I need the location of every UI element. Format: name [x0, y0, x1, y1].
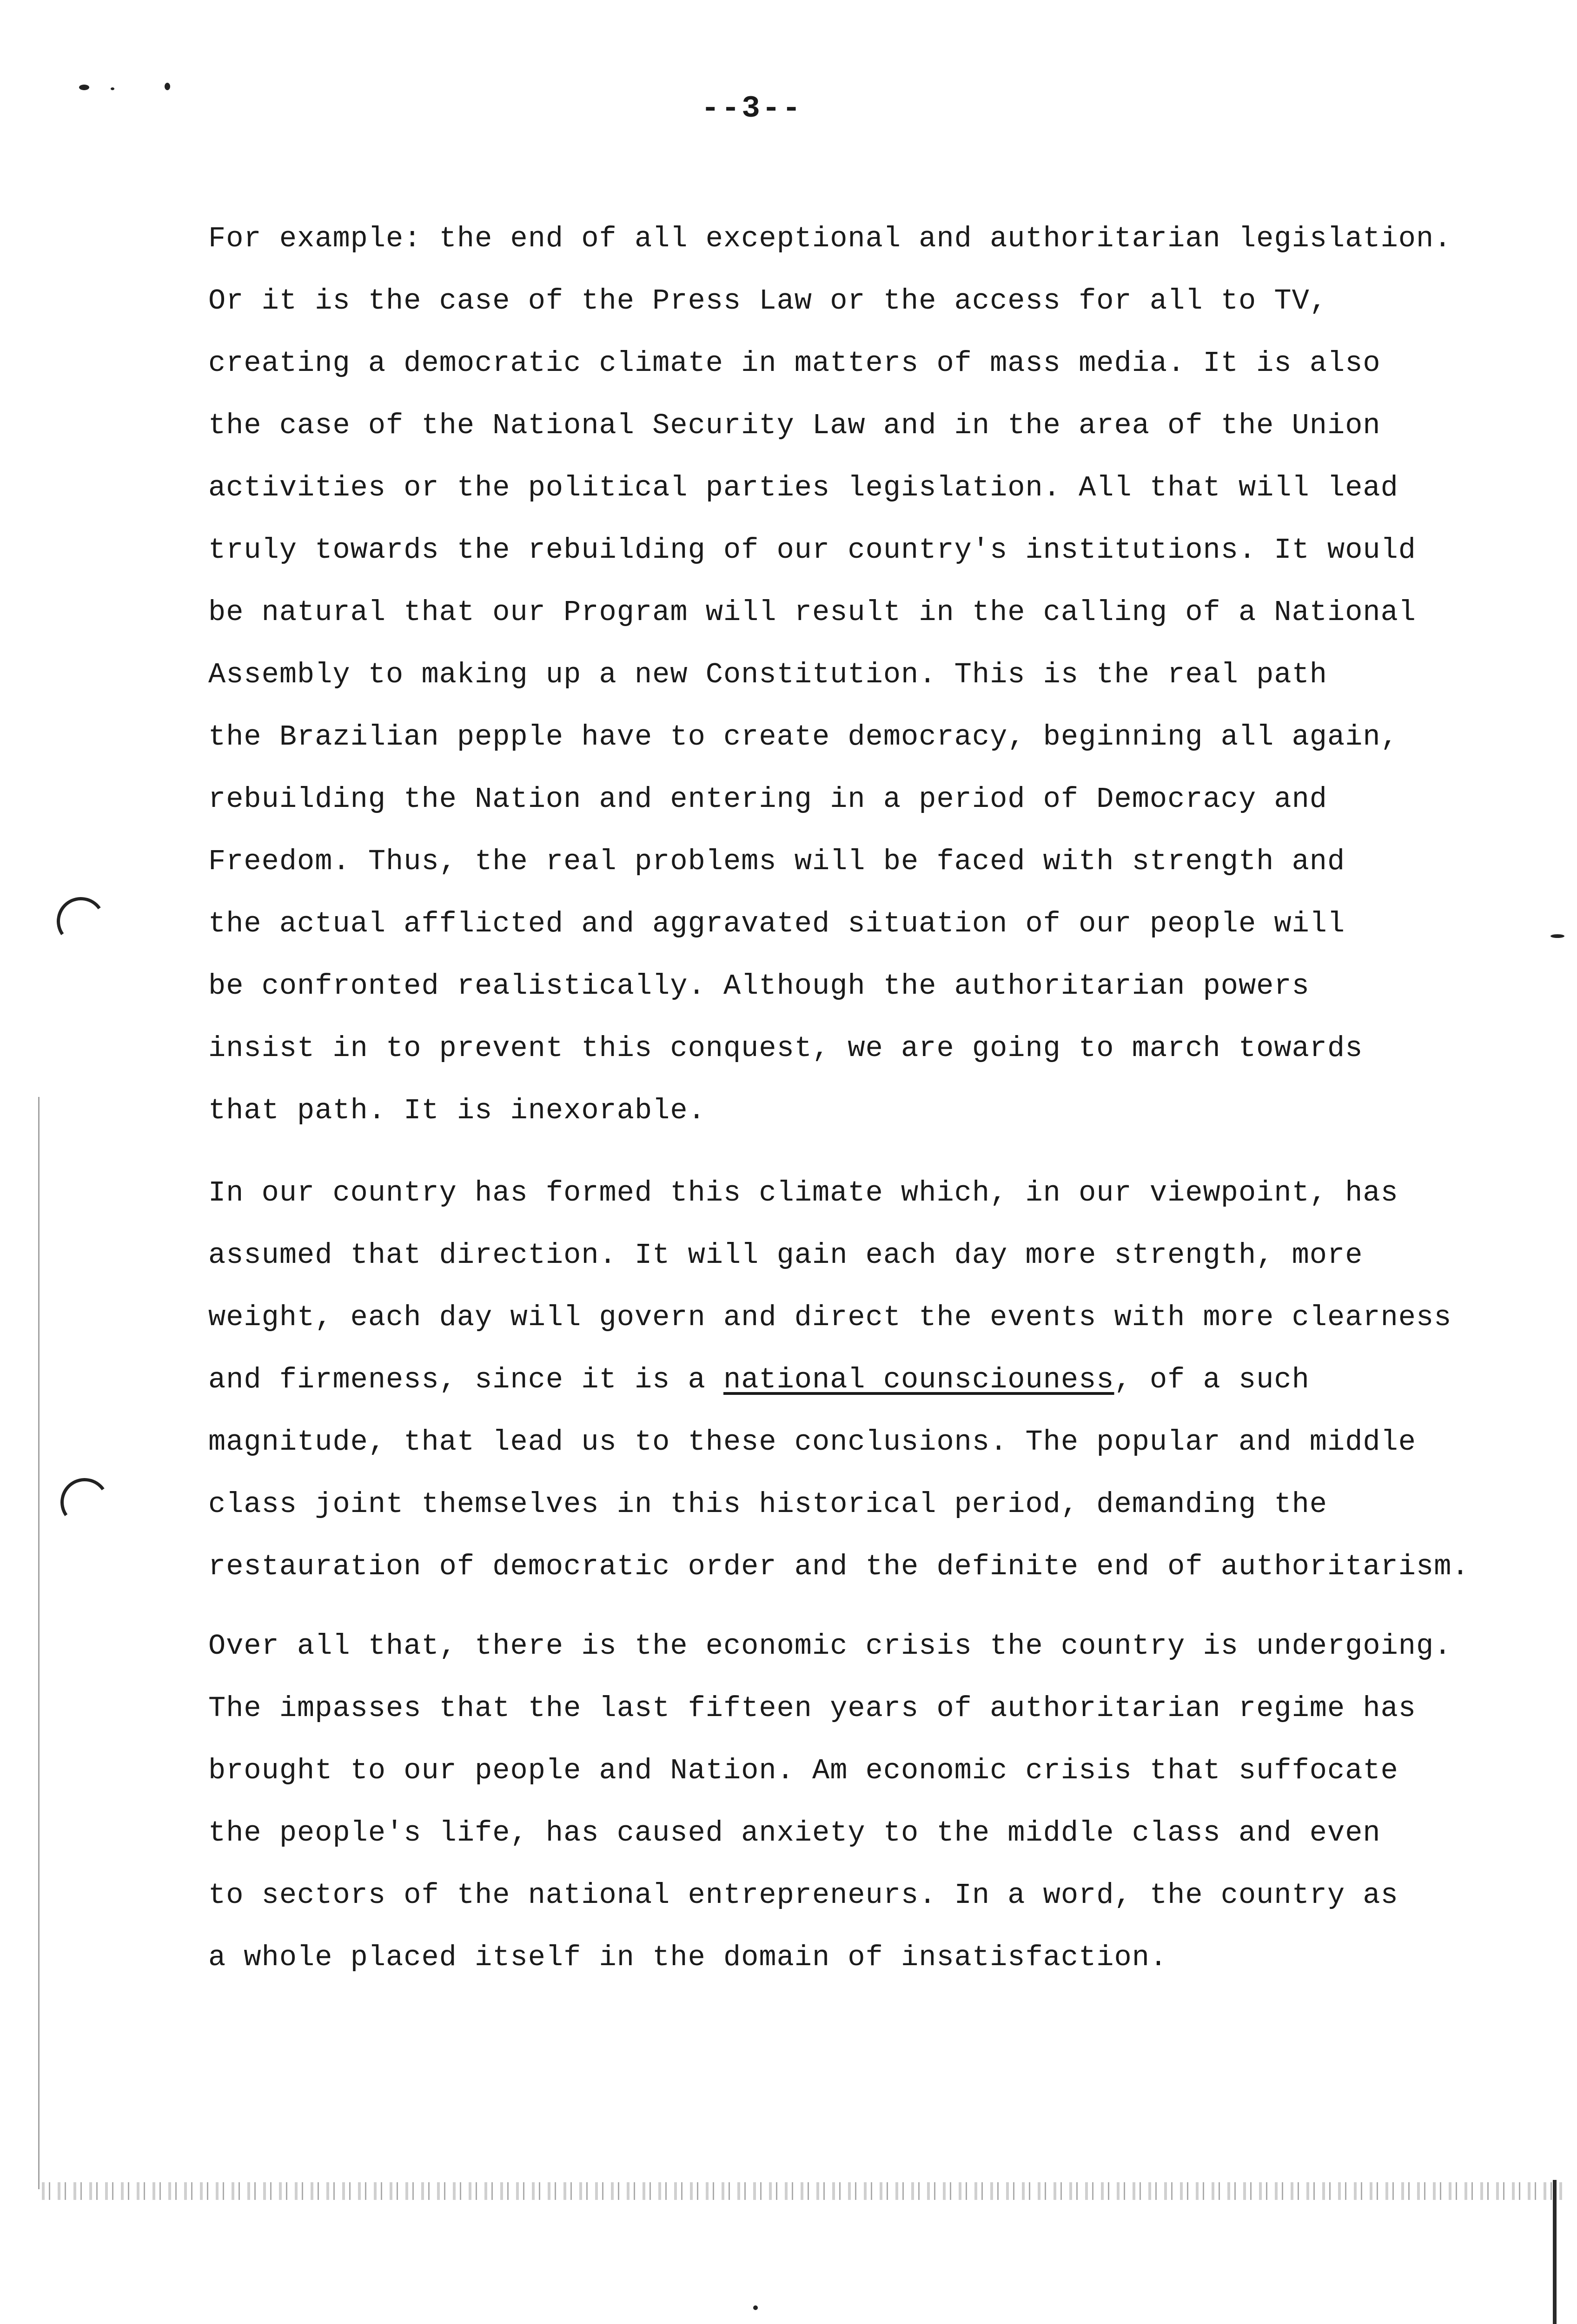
text-line: a whole placed itself in the domain of insatisfaction.: [208, 1941, 1168, 1974]
text-line: weight, each day will govern and direct the events with more clearness: [208, 1301, 1452, 1334]
text-line: class joint themselves in this historical period, demanding the: [208, 1488, 1327, 1521]
text-line: be confronted realistically. Although the authoritarian powers: [208, 970, 1310, 1003]
text-line: insist in to prevent this conquest, we are going to march towards: [208, 1032, 1363, 1065]
text-line: rebuilding the Nation and entering in a period of Democracy and: [208, 783, 1327, 816]
text-line: The impasses that the last fifteen years of authoritarian regime has: [208, 1692, 1417, 1725]
text-line: assumed that direction. It will gain each day more strength, more: [208, 1239, 1363, 1272]
scan-speck: [165, 83, 170, 90]
text-line: the people's life, has caused anxiety to the middle class and even: [208, 1816, 1381, 1849]
text-line: be natural that our Program will result in the calling of a National: [208, 596, 1417, 629]
text-segment: , of a such: [1114, 1363, 1310, 1396]
scan-speck: [79, 85, 89, 90]
text-line: restauration of democratic order and the definite end of authoritarism.: [208, 1550, 1470, 1583]
paragraph-1: [208, 208, 1577, 1142]
paragraph-3: [208, 1615, 1577, 1989]
margin-fold-line: [38, 1097, 40, 2189]
text-line: [208, 1349, 1577, 1411]
text-line: creating a democratic climate in matters of mass media. It is also: [208, 347, 1381, 380]
punch-hole-mark: [57, 1474, 113, 1530]
text-segment: and firmeness, since it is a: [208, 1363, 723, 1396]
text-line: Or it is the case of the Press Law or the access for all to TV,: [208, 284, 1327, 317]
text-line: that path. It is inexorable.: [208, 1094, 706, 1127]
scan-speck: [753, 2305, 758, 2310]
text-line: the Brazilian pepple have to create democracy, beginning all again,: [208, 720, 1398, 753]
text-line: In our country has formed this climate which, in our viewpoint, has: [208, 1176, 1398, 1209]
text-line: truly towards the rebuilding of our country's institutions. It would: [208, 534, 1417, 567]
paragraph-2: [208, 1162, 1577, 1598]
punch-hole-mark: [53, 893, 109, 949]
text-line: brought to our people and Nation. Am economic crisis that suffocate: [208, 1754, 1398, 1787]
text-line: Assembly to making up a new Constitution. This is the real path: [208, 658, 1327, 691]
scan-edge-mark: [1553, 2180, 1557, 2324]
text-line: Freedom. Thus, the real problems will be faced with strength and: [208, 845, 1345, 878]
scan-speck: [111, 87, 114, 90]
text-line: to sectors of the national entrepreneurs. In a word, the country as: [208, 1879, 1398, 1912]
text-line: For example: the end of all exceptional and authoritarian legislation.: [208, 222, 1452, 255]
page-number: --3--: [701, 91, 803, 126]
text-line: Over all that, there is the economic crisis the country is undergoing.: [208, 1630, 1452, 1663]
text-line: magnitude, that lead us to these conclusions. The popular and middle: [208, 1426, 1417, 1459]
underlined-phrase: national counsciouness: [723, 1363, 1114, 1396]
text-line: the actual afflicted and aggravated situation of our people will: [208, 907, 1345, 940]
text-line: activities or the political parties legislation. All that will lead: [208, 471, 1398, 504]
scan-noise-band: [42, 2182, 1562, 2200]
text-line: the case of the National Security Law and in the area of the Union: [208, 409, 1381, 442]
